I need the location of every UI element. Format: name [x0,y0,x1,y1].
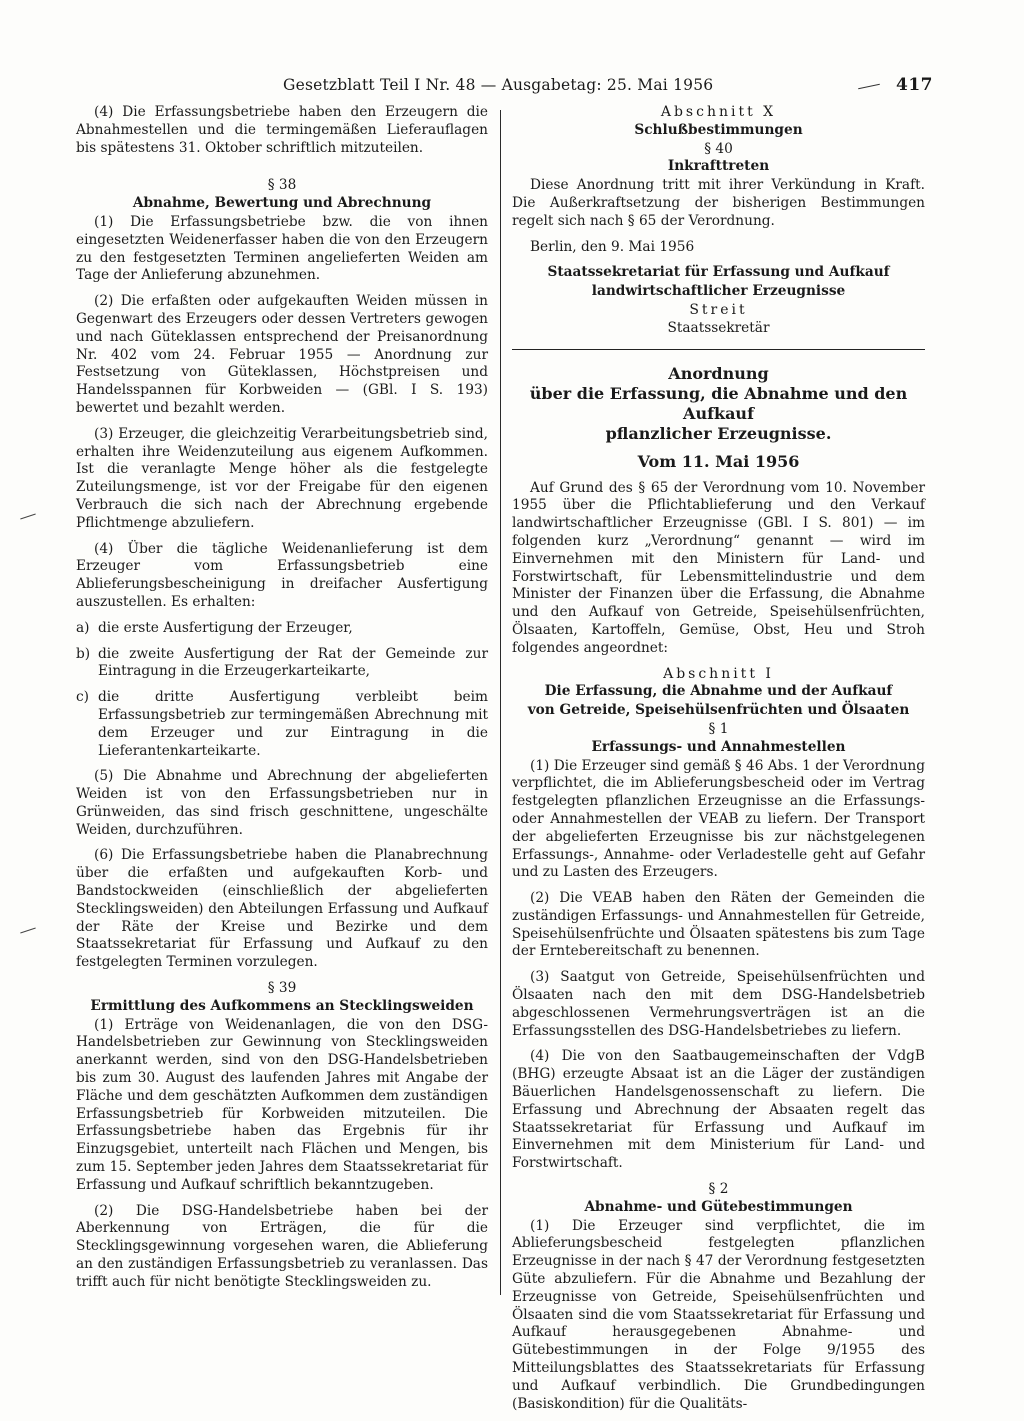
section-38-number: § 38 [267,177,297,194]
list-text: die dritte Ausfertigung verbleibt beim Erfassungsbetrieb zur termingemäßen Abrechnung mit dem Erzeuger und zur Eintragung in die Lieferantenkarteikarte. [98,689,488,759]
paragraph-39-1: (1) Erträge von Weidenanlagen, die von den DSG-Handelsbetrieben zur Gewinnung von Stecklingsweiden anerkannt werden, sind von den DSG-Handelsbetrieben bis zum 30. August des laufenden Jahres mit Angabe der Fläche und dem geschätzten Aufkommen dem zuständigen Erfassungsbetrieb für Korbweiden mitzuteilen. Die Erfassungsbetriebe haben das Ergebnis für ihr Einzugsgebiet, unterteilt nach Flächen und Mengen, bis zum 15. September jeden Jahres dem Staatssekretariat für Erfassung und Aufkauf schriftlich bekanntzugeben. [76,1016,488,1193]
paragraph-1-4: (4) Die von den Saatbaugemeinschaften der VdgB (BHG) erzeugte Absaat ist an die Läger der zuständigen Bäuerlichen Handelsgenossenschaft zu liefern. Die Erfassung und Abrechnung der Absaaten regelt das Staatssekretariat für Erfassung und Aufkauf im Einvernehmen mit dem Ministerium für Land- und Forstwirtschaft. [512,1048,925,1172]
paragraph-40: Diese Anordnung tritt mit ihrer Verkündung in Kraft. Die Außerkraftsetzung der bisherigen Bestimmungen regelt sich nach § 65 der Verordnung. [512,177,925,229]
paragraph-37-4: (4) Die Erfassungsbetriebe haben den Erzeugern die Abnahmestellen und die termingemäßen Lieferauflagen bis spätestens 31. Oktober schriftlich mitzuteilen. [76,104,488,156]
section-1-number: § 1 [708,720,729,737]
abschnitt-i-title-2: von Getreide, Speisehülsenfrüchten und Ölsaaten [527,702,910,719]
list-item [76,620,488,638]
paragraph-38-5: (5) Die Abnahme und Abrechnung der abgelieferten Weiden ist von den Erfassungsbetrieben nur in Grünweiden, das sind frisch geschnittene, ungeschälte Weiden, durchzuführen. [76,768,488,838]
ordinance-date: Vom 11. Mai 1956 [637,451,800,471]
ordinance-title-1: Anordnung [668,363,769,383]
margin-mark [858,84,880,90]
paragraph-38-6: (6) Die Erfassungsbetriebe haben die Planabrechnung über die erfaßten und aufgekauften Korb- und Bandstockweiden (einschließlich der abgelieferten Stecklingsweiden) den Abteilungen Erfassung und Aufkauf der Räte der Kreise und Bezirke und dem Staatssekretariat für Erfassung und Aufkauf zu den festgelegten Terminen vorzulegen. [76,847,488,971]
abschnitt-x-heading: Abschnitt X [660,104,777,120]
list-text: die erste Ausfertigung der Erzeuger, [98,619,353,636]
section-38-title: Abnahme, Bewertung und Abrechnung [132,195,432,212]
list-label: b) [76,645,91,662]
section-divider [512,349,925,350]
left-column [76,104,488,1300]
margin-mark [20,514,36,520]
place-date: Berlin, den 9. Mai 1956 [530,238,695,255]
abschnitt-i-heading: Abschnitt I [663,665,774,682]
list-label: a) [76,619,90,636]
paragraph-38-3: (3) Erzeuger, die gleichzeitig Verarbeitungsbetrieb sind, erhalten ihre Weidenzuteilung aus eigenem Aufkommen. Ist die veranlagte Menge höher als die festgelegte Zuteilungsmenge, ist vor der Freigabe für den eigenen Verbrauch die sich nach der Abrechnung ergebende Pflichtmenge abzuliefern. [76,425,488,531]
gazette-title: Gesetzblatt Teil I Nr. 48 — Ausgabetag: 25. Mai 1956 [283,76,714,94]
paragraph-38-1: (1) Die Erfassungsbetriebe bzw. die von ihnen eingesetzten Weidenerfasser haben die von den Erzeugern zu den festgesetzten Terminen angelieferten Weiden am Tage der Anlieferung abzunehmen. [76,213,488,284]
paragraph-38-4: (4) Über die tägliche Weidenanlieferung ist dem Erzeuger vom Erfassungsbetrieb eine Ablieferungsbescheinigung in dreifacher Ausfertigung auszustellen. Es erhalten: [76,540,488,610]
section-39-number: § 39 [267,980,297,997]
margin-mark [20,928,36,934]
paragraph-1-3: (3) Saatgut von Getreide, Speisehülsenfrüchten und Ölsaaten nach den mit dem DSG-Handelsbetrieb abgeschlossenen Vermehrungsverträgen ist an die Erfassungsstellen des DSG-Handelsbetriebes zu liefern. [512,969,925,1039]
list-label: c) [76,689,90,706]
list-item [76,646,488,682]
section-1-title: Erfassungs- und Annahmestellen [591,738,846,755]
paragraph-1-2: (2) Die VEAB haben den Räten der Gemeinden die zuständigen Erfassungs- und Annahmestellen für Getreide, Speisehülsenfrüchte und Ölsaaten spätestens bis zum Tage der Erntebereitschaft zu benennen. [512,890,925,960]
section-2-number: § 2 [708,1181,729,1198]
list-item [76,689,488,760]
section-40-number: § 40 [704,140,733,157]
ordinance-title-2: über die Erfassung, die Abnahme und den Aufkauf [529,383,908,423]
column-divider [500,110,501,1295]
abschnitt-i-title-1: Die Erfassung, die Abnahme und der Aufkauf [544,683,893,700]
paragraph-2-1: (1) Die Erzeuger sind verpflichtet, die im Ablieferungsbescheid festgelegten pflanzlichen Erzeugnisse in der nach § 47 der Verordnung festgesetzten Güte abzuliefern. Für die Abnahme und Bezahlung der Erzeugnisse von Getreide, Speisehülsenfrüchten und Ölsaaten sind die vom Staatssekretariat für Erfassung und Aufkauf herausgegebenen Abnahme- und Gütebestimmungen in der Folge 9/1955 des Mitteilungsblattes des Staatssekretariats für Erfassung und Aufkauf verbindlich. Die Grundbedingungen (Basiskondition) für die Qualitäts- [512,1217,925,1412]
list-text: die zweite Ausfertigung der Rat der Gemeinde zur Eintragung in die Erzeugerkarteikarte, [98,645,488,680]
abschnitt-x-title: Schlußbestimmungen [634,121,803,138]
right-column [512,104,925,1421]
ordinance-title-3: pflanzlicher Erzeugnisse. [605,423,832,443]
paragraph-1-1: (1) Die Erzeuger sind gemäß § 46 Abs. 1 der Verordnung verpflichtet, die im Ablieferungsbescheid oder im Vertrag festgelegten pflanzlichen Erzeugnisse an die Erfassungs- oder Annahmestellen der VEAB zu liefern. Der Transport der abgelieferten Erzeugnisse bis zur nächstgelegenen Erfassungs-, Annahme- oder Verladestelle geht auf Gefahr und zu Lasten des Erzeugers. [512,757,925,881]
section-39-title: Ermittlung des Aufkommens an Stecklingsweiden [90,997,474,1014]
section-2-title: Abnahme- und Gütebestimmungen [584,1198,853,1215]
paragraph-38-2: (2) Die erfaßten oder aufgekauften Weiden müssen in Gegenwart des Erzeugers oder dessen Vertreters gewogen und nach Güteklassen entsprechend der Preisanordnung Nr. 402 vom 24. Februar 1955 — Anordnung zur Festsetzung von Güteklassen, Höchstpreisen und Handelsspannen für Korbweiden — (GBl. I S. 193) bewertet und bezahlt werden. [76,293,488,416]
signer-name: Streit [689,301,748,318]
authority-line-2: landwirtschaftlicher Erzeugnisse [591,283,846,300]
paragraph-39-2: (2) Die DSG-Handelsbetriebe haben bei der Aberkennung von Erträgen, die für die Stecklingsgewinnung vorgesehen waren, die Ablieferung an den zuständigen Erfassungsbetrieb zu veranlassen. Das trifft auch für nicht benötigte Stecklingsweiden zu. [76,1202,488,1290]
page-number: 417 [896,75,933,95]
signer-title: Staatssekretär [667,319,770,336]
page-header [0,76,1024,100]
section-40-title: Inkrafttreten [667,158,770,175]
preamble: Auf Grund des § 65 der Verordnung vom 10. November 1955 über die Pflichtablieferung und den Verkauf landwirtschaftlicher Erzeugnisse (GBl. I S. 801) — im folgenden kurz „Verordnung“ genannt — wird im Einvernehmen mit den Ministern für Land- und Forstwirtschaft, für Lebensmittelindustrie und dem Minister der Finanzen über die Erfassung, die Abnahme und den Aufkauf von Getreide, Speisehülsenfrüchten, Ölsaaten, Kartoffeln, Gemüse, Obst, Heu und Stroh folgendes angeordnet: [512,479,925,656]
authority-line-1: Staatssekretariat für Erfassung und Aufkauf [547,264,890,281]
